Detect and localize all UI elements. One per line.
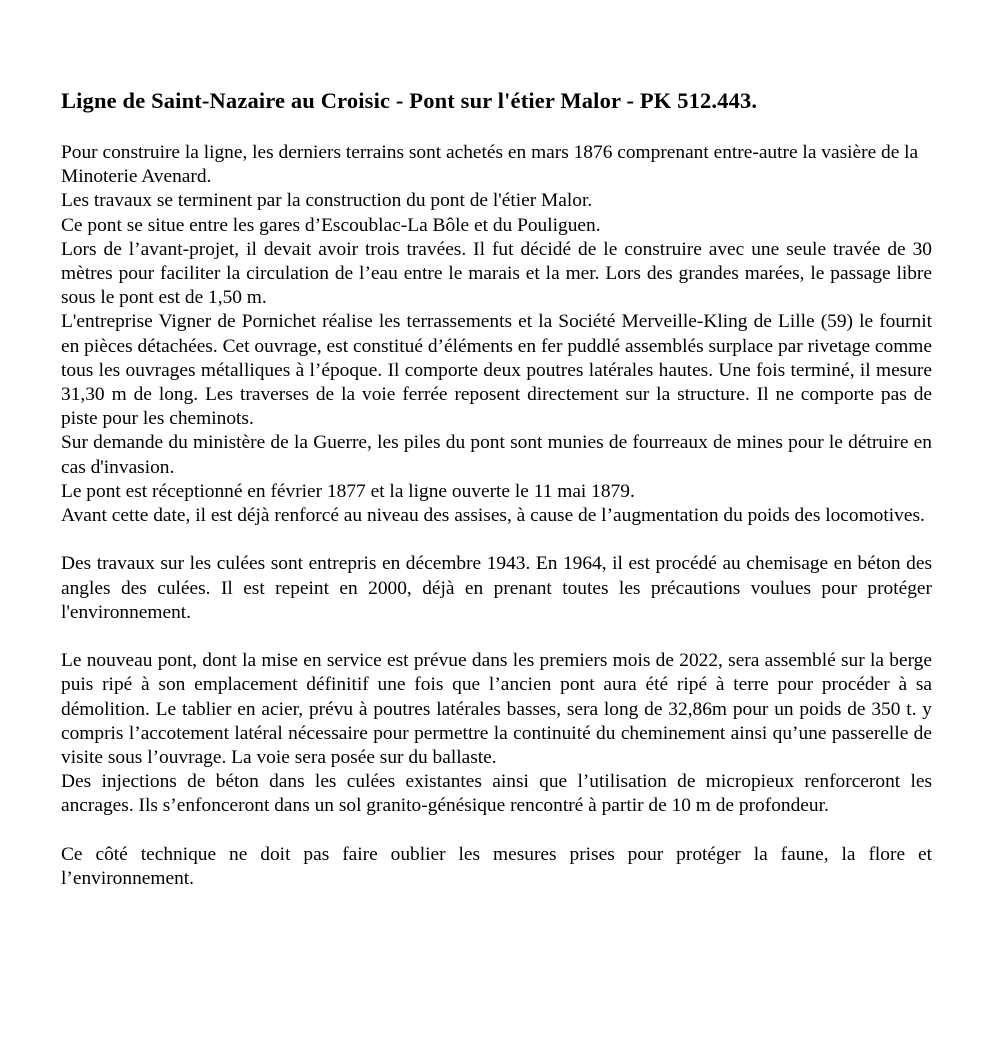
paragraph-land-purchase: Pour construire la ligne, les derniers terrains sont achetés en mars 1876 comprenant entre-autre la vasière de la Minoterie Avenard. (61, 142, 919, 188)
paragraph-reinforcement: Avant cette date, il est déjà renforcé au niveau des assises, à cause de l’augmentation du poids des locomotives. (61, 505, 925, 527)
paragraph-works-end: Les travaux se terminent par la construction du pont de l'étier Malor. (61, 190, 593, 212)
document-page (61, 86, 932, 891)
paragraph-preliminary-design: Lors de l’avant-projet, il devait avoir trois travées. Il fut décidé de le construire avec une seule travée de 30 mètres pour faciliter la circulation de l’eau entre le marais et la mer. Lors des grandes marées, le passage libre sous le pont est de 1,50 m. (61, 238, 932, 309)
paragraph-concrete-injections: Des injections de béton dans les culées existantes ainsi que l’utilisation de micropieux renforceront les ancrages. Ils s’enfonceront dans un sol granito-génésique rencontré à partir de 10 m de profondeur. (61, 771, 932, 817)
document-title: Ligne de Saint-Nazaire au Croisic - Pont sur l'étier Malor - PK 512.443. (61, 88, 758, 113)
paragraph-bridge-location: Ce pont se situe entre les gares d’Escoublac-La Bôle et du Pouliguen. (61, 214, 601, 236)
paragraph-reception: Le pont est réceptionné en février 1877 et la ligne ouverte le 11 mai 1879. (61, 480, 635, 502)
paragraph-war-ministry: Sur demande du ministère de la Guerre, les piles du pont sont munies de fourreaux de mines pour le détruire en cas d'invasion. (61, 432, 932, 478)
paragraph-construction: L'entreprise Vigner de Pornichet réalise les terrassements et la Société Merveille-Kling de Lille (59) le fournit en pièces détachées. Cet ouvrage, est constitué d’éléments en fer puddlé assemblés surplace par rivetage comme tous les ouvrages métalliques à l’époque. Il comporte deux poutres latérales hautes. Une fois terminé, il mesure 31,30 m de long. Les traverses de la voie ferrée reposent directement sur la structure. Il ne comporte pas de piste pour les cheminots. (61, 311, 932, 430)
paragraph-environment: Ce côté technique ne doit pas faire oublier les mesures prises pour protéger la faune, la flore et l’environnement. (61, 843, 932, 890)
paragraph-abutment-works: Des travaux sur les culées sont entrepris en décembre 1943. En 1964, il est procédé au chemisage en béton des angles des culées. Il est repeint en 2000, déjà en prenant toutes les précautions voulues pour protéger l'environnement. (61, 553, 932, 623)
paragraph-new-bridge: Le nouveau pont, dont la mise en service est prévue dans les premiers mois de 2022, sera assemblé sur la berge puis ripé à son emplacement définitif une fois que l’ancien pont aura été ripé à terre pour procéder à sa démolition. Le tablier en acier, prévu à poutres latérales basses, sera long de 32,86m pour un poids de 350 t. y compris l’accotement latéral nécessaire pour permettre la continuité du cheminement ainsi qu’une passerelle de visite sous l’ouvrage. La voie sera posée sur du ballaste. (61, 650, 932, 769)
paragraph-spacer (61, 819, 932, 843)
paragraph-spacer (61, 625, 932, 649)
paragraph-spacer (61, 528, 932, 552)
